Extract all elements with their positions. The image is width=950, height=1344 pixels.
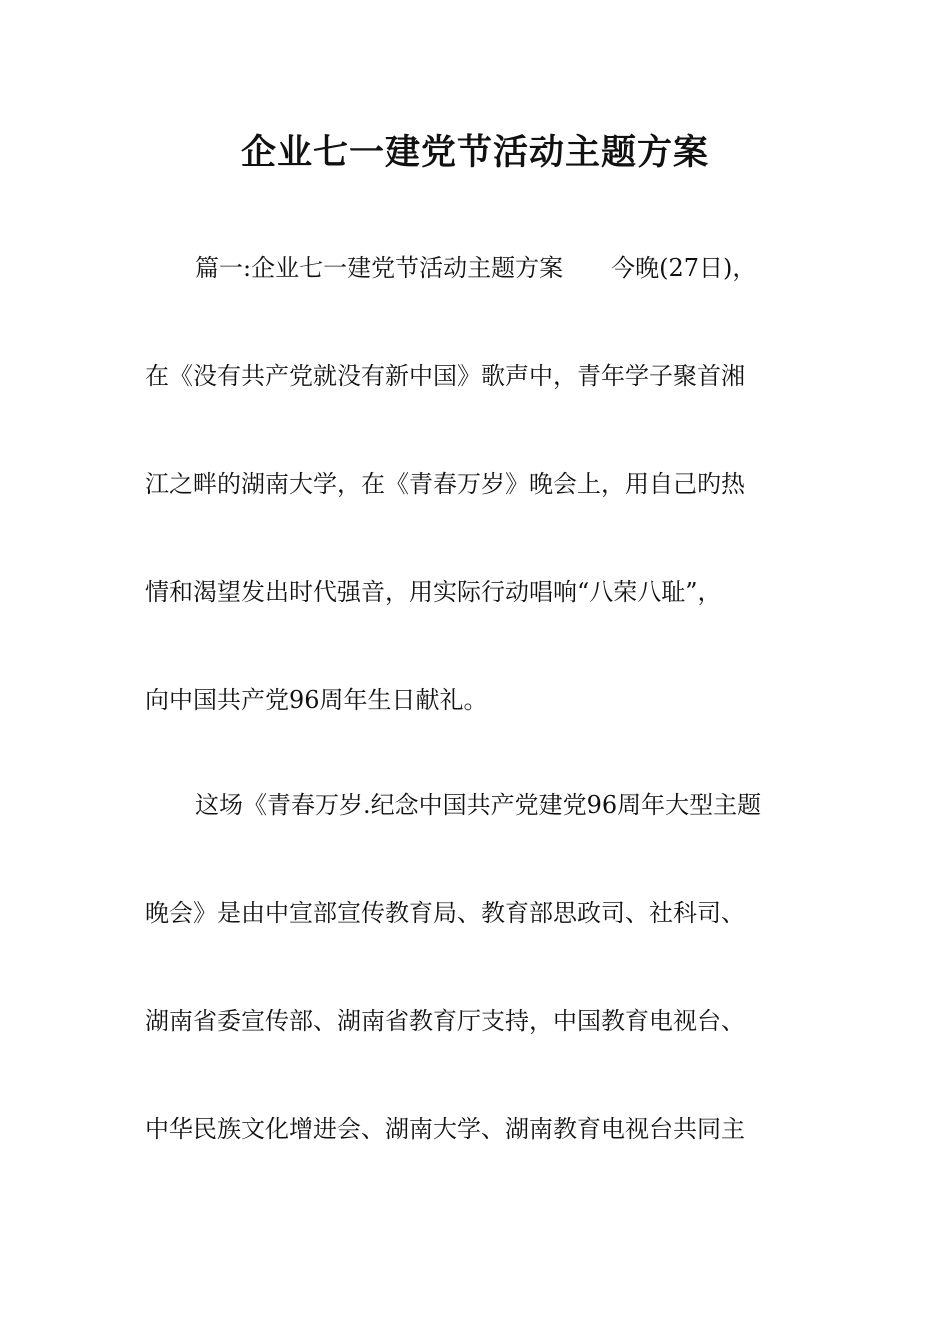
paragraph-line: 晚会》是由中宣部宣传教育局、教育部思政司、社科司、	[145, 899, 745, 927]
paragraph-line: 江之畔的湖南大学，在《青春万岁》晚会上，用自己旳热	[145, 470, 745, 498]
paragraph-line: 湖南省委宣传部、湖南省教育厅支持，中国教育电视台、	[145, 1007, 745, 1035]
paragraph-line: 这场《青春万岁.纪念中国共产党建党96周年大型主题	[195, 791, 762, 819]
paragraph-line: 中华民族文化增进会、湖南大学、湖南教育电视台共同主	[145, 1115, 745, 1143]
paragraph-line: 情和渴望发出时代强音，用实际行动唱响“八荣八耻”，	[145, 578, 722, 606]
paragraph-line: 在《没有共产党就没有新中国》歌声中，青年学子聚首湘	[145, 362, 745, 390]
paragraph-line: 篇一:企业七一建党节活动主题方案 今晚(27日)，	[195, 254, 757, 282]
document-title: 企业七一建党节活动主题方案	[240, 132, 709, 173]
paragraph-line: 向中国共产党96周年生日献礼。	[145, 686, 488, 714]
